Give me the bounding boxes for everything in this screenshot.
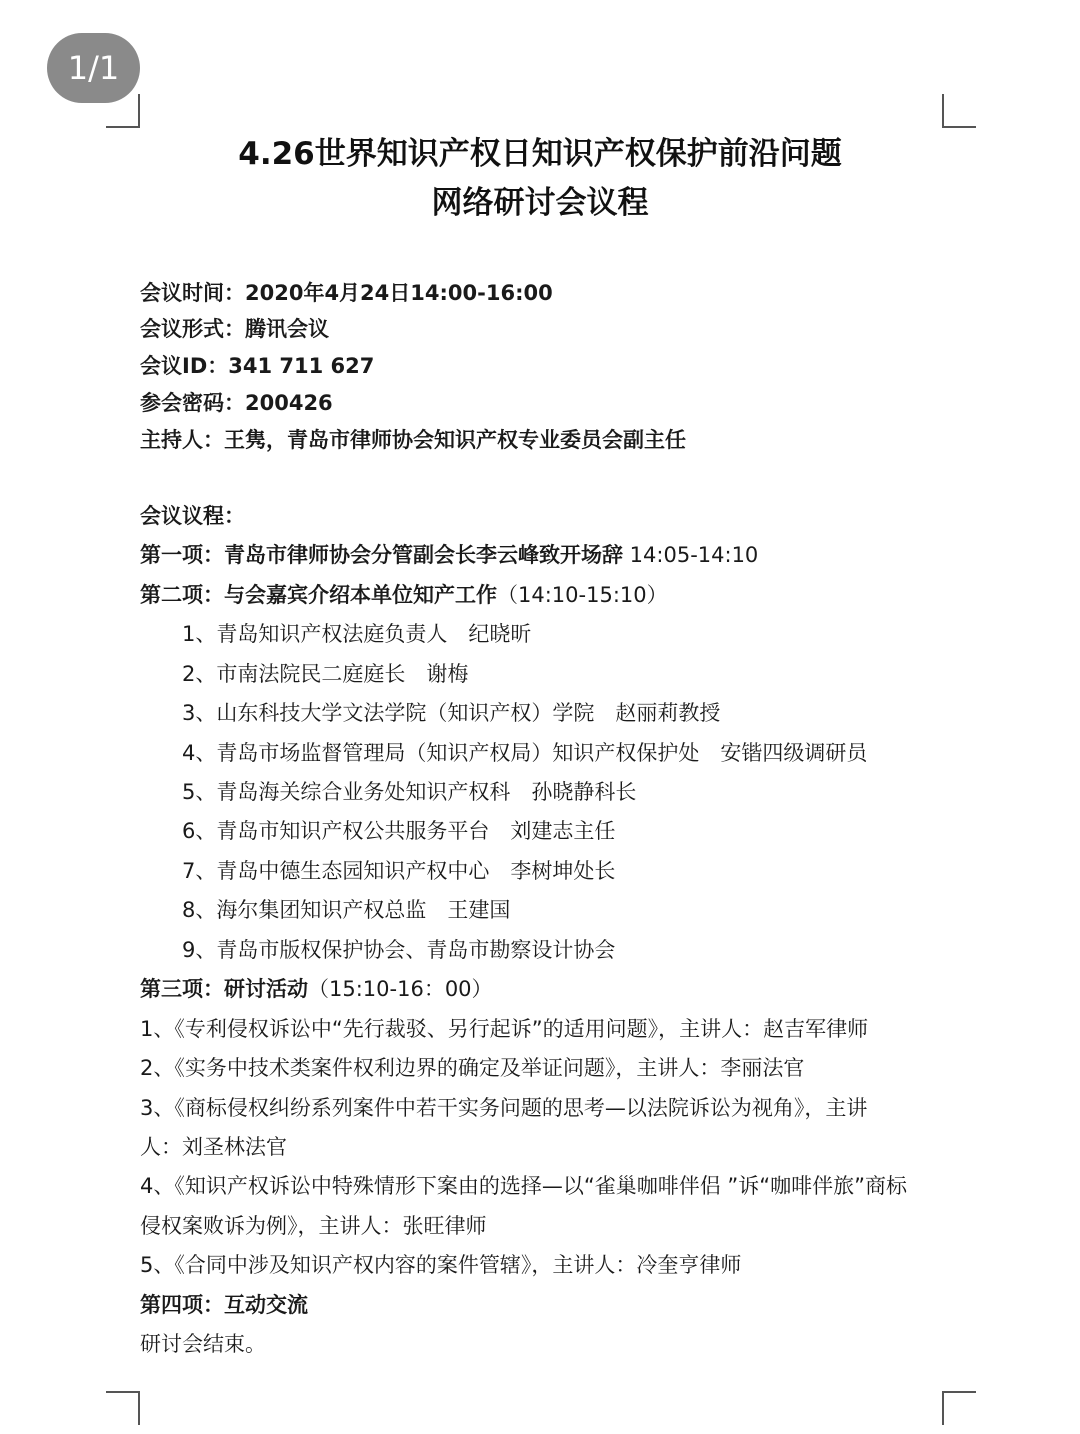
agenda-item-4-title: 互动交流 — [224, 1293, 308, 1317]
agenda-item-2-time: （14:10-15:10） — [497, 583, 668, 607]
agenda-item-1-title: 青岛市律师协会分管副会长李云峰致开场辞 — [224, 543, 623, 567]
agenda-item-2-title: 与会嘉宾介绍本单位知产工作 — [224, 583, 497, 607]
meeting-password-row — [140, 387, 333, 417]
talk-item-continued: 人：刘圣林法官 — [140, 1135, 287, 1159]
talk-item: 3、《商标侵权纠纷系列案件中若干实务问题的思考—以法院诉讼为视角》，主讲 — [140, 1096, 868, 1120]
document-title-line1: 4.26世界知识产权日知识产权保护前沿问题 — [238, 136, 842, 172]
page-indicator-badge: 1/1 — [47, 33, 140, 103]
meeting-id-row — [140, 350, 374, 380]
talk-item-continued: 侵权案败诉为例》，主讲人：张旺律师 — [140, 1214, 487, 1238]
meeting-host-value: 王隽，青岛市律师协会知识产权专业委员会副主任 — [224, 428, 686, 452]
guest-item: 5、青岛海关综合业务处知识产权科 孙晓静科长 — [182, 780, 637, 804]
agenda-item-4-label: 第四项： — [140, 1293, 224, 1317]
document-title-line2: 网络研讨会议程 — [431, 185, 649, 221]
crop-mark-bottom-right — [942, 1391, 976, 1425]
agenda-item-2-label: 第二项： — [140, 583, 224, 607]
crop-mark-bottom-left — [106, 1391, 140, 1425]
meeting-id-value: 341 711 627 — [228, 354, 375, 378]
meeting-password-value: 200426 — [245, 391, 333, 415]
meeting-id-label: 会议ID： — [140, 354, 229, 378]
closing-text: 研讨会结束。 — [140, 1332, 266, 1356]
meeting-format-row — [140, 313, 329, 343]
talk-item: 4、《知识产权诉讼中特殊情形下案由的选择—以“雀巢咖啡伴侣 ”诉“咖啡伴旅”商标 — [140, 1174, 908, 1198]
guest-item: 7、青岛中德生态园知识产权中心 李树坤处长 — [182, 859, 616, 883]
crop-mark-top-right — [942, 94, 976, 128]
guest-item: 2、市南法院民二庭庭长 谢梅 — [182, 662, 469, 686]
agenda-item-1 — [140, 539, 758, 569]
agenda-item-1-time: 14:05-14:10 — [623, 543, 759, 567]
talk-item: 2、《实务中技术类案件权利边界的确定及举证问题》，主讲人：李丽法官 — [140, 1056, 805, 1080]
meeting-host-row — [140, 424, 686, 454]
guest-item: 1、青岛知识产权法庭负责人 纪晓昕 — [182, 622, 532, 646]
guest-item: 3、山东科技大学文法学院（知识产权）学院 赵丽莉教授 — [182, 701, 721, 725]
talk-item: 1、《专利侵权诉讼中“先行裁驳、另行起诉”的适用问题》，主讲人：赵吉军律师 — [140, 1017, 869, 1041]
guest-item: 4、青岛市场监督管理局（知识产权局）知识产权保护处 安锴四级调研员 — [182, 741, 868, 765]
agenda-item-3-label: 第三项： — [140, 977, 224, 1001]
meeting-format-label: 会议形式： — [140, 317, 245, 341]
agenda-item-3 — [140, 973, 493, 1003]
talk-item: 5、《合同中涉及知识产权内容的案件管辖》，主讲人：冷奎亨律师 — [140, 1253, 742, 1277]
guest-item: 6、青岛市知识产权公共服务平台 刘建志主任 — [182, 819, 616, 843]
agenda-item-3-title: 研讨活动 — [224, 977, 308, 1001]
meeting-time-row — [140, 277, 553, 307]
agenda-item-2 — [140, 579, 668, 609]
meeting-format-value: 腾讯会议 — [245, 317, 329, 341]
meeting-host-label: 主持人： — [140, 428, 224, 452]
agenda-item-3-time: （15:10-16：00） — [308, 977, 493, 1001]
agenda-heading: 会议议程： — [140, 504, 245, 528]
guest-item: 9、青岛市版权保护协会、青岛市勘察设计协会 — [182, 938, 616, 962]
meeting-password-label: 参会密码： — [140, 391, 245, 415]
guest-item: 8、海尔集团知识产权总监 王建国 — [182, 898, 511, 922]
agenda-item-1-label: 第一项： — [140, 543, 224, 567]
meeting-time-label: 会议时间： — [140, 281, 245, 305]
meeting-time-value: 2020年4月24日14:00-16:00 — [245, 281, 553, 305]
crop-mark-top-left — [106, 94, 140, 128]
agenda-item-4 — [140, 1289, 308, 1319]
